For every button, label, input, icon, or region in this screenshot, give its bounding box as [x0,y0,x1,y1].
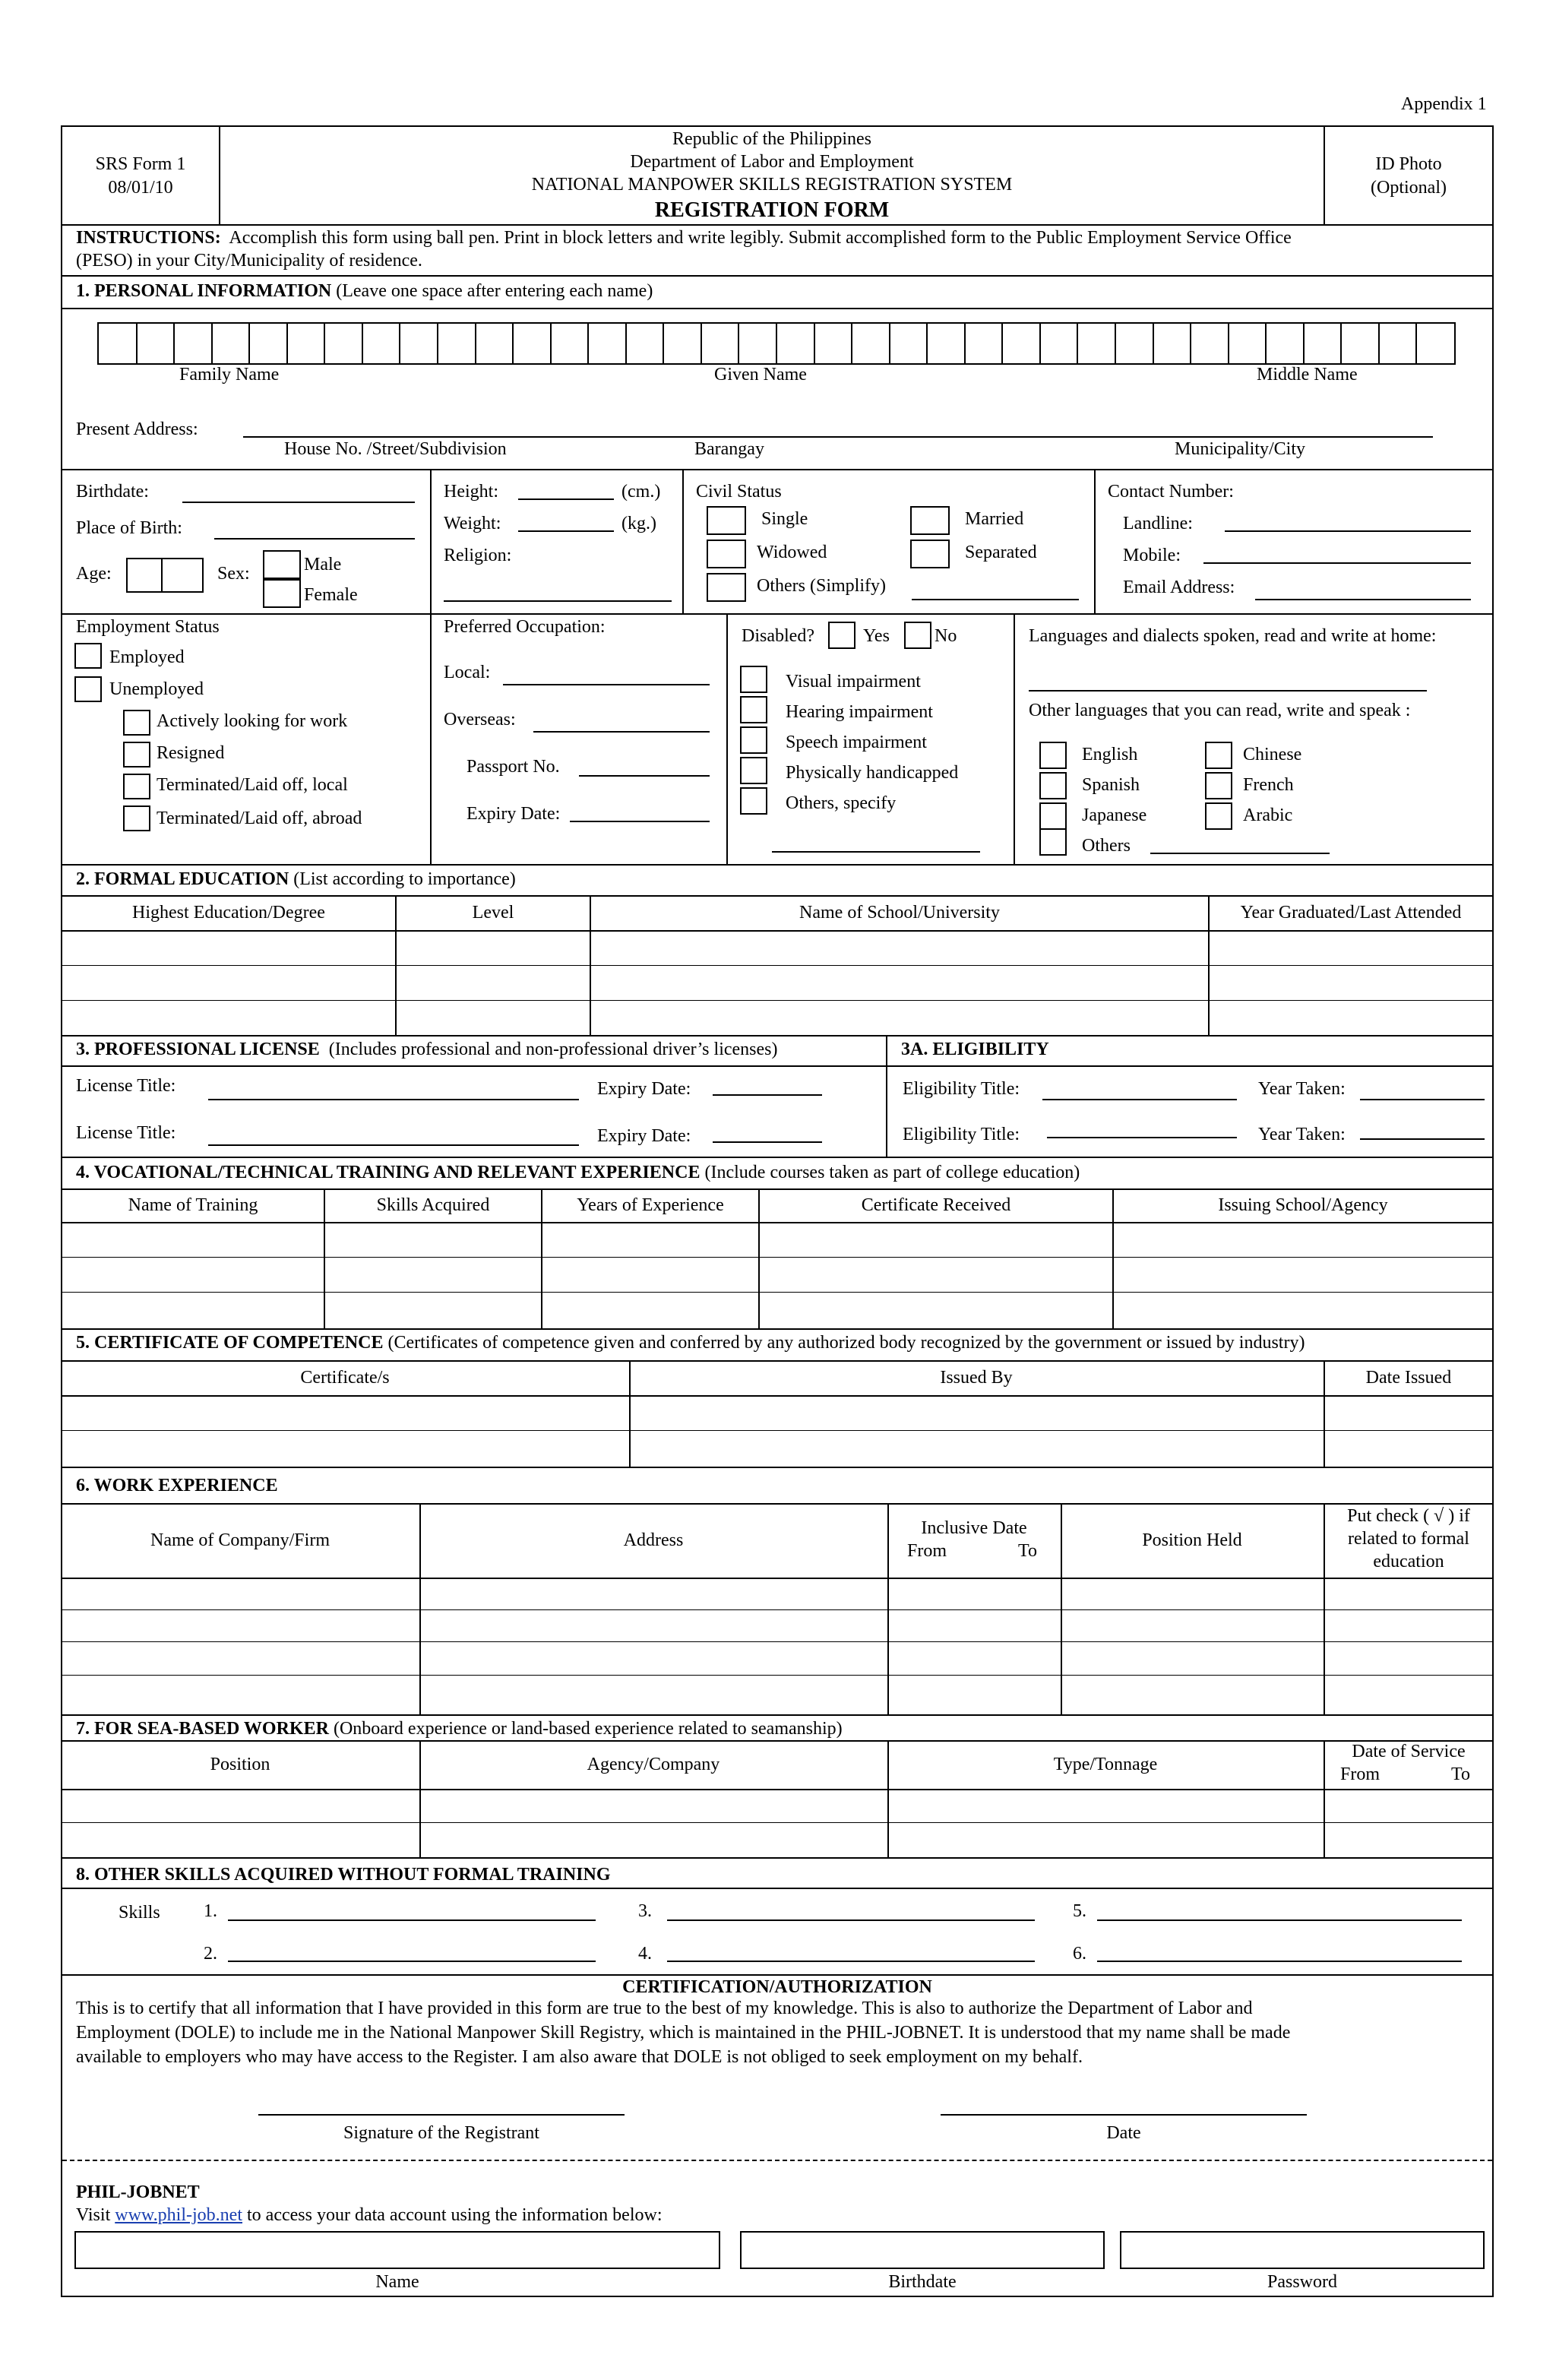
section1-header [76,281,653,301]
widowed-label: Widowed [757,543,827,562]
form-code: SRS Form 1 [95,154,186,174]
rule-personal [61,613,1494,615]
french-label: French [1243,775,1294,795]
col-check-2: related to formal [1348,1529,1469,1549]
div-pd1 [430,469,432,613]
skill-field-1[interactable] [228,1920,596,1921]
appendix-label: Appendix 1 [1401,94,1487,114]
jobnet-visit: Visit [76,2205,115,2225]
license-expiry-label-2: Expiry Date: [597,1126,691,1146]
div-s7-3 [1324,1740,1325,1857]
col-highest-education: Highest Education/Degree [132,903,325,923]
section4-title: 4. VOCATIONAL/TECHNICAL TRAINING AND RELEVANT EXPERIENCE [76,1163,701,1182]
section2-header [76,869,516,889]
others-disability-field[interactable] [772,851,980,853]
japanese-label: Japanese [1082,805,1147,825]
section1-title: 1. PERSONAL INFORMATION [76,281,332,301]
email-field[interactable] [1255,599,1471,600]
others-civil-field[interactable] [912,599,1079,600]
div-pd3 [1094,469,1096,613]
unemployed-label: Unemployed [109,679,204,699]
div-s4-1 [324,1188,325,1328]
english-checkbox[interactable] [1039,742,1067,769]
name-letter-boxes[interactable] [97,322,1456,365]
house-street-label: House No. /Street/Subdivision [284,439,507,459]
col-incl-to: To [1018,1541,1037,1561]
landline-field[interactable] [1225,530,1471,532]
photo-label: ID Photo [1375,154,1442,174]
overseas-label: Overseas: [444,710,516,730]
cut-line [62,2160,1492,2161]
section7-title: 7. FOR SEA-BASED WORKER [76,1719,329,1739]
age-label: Age: [76,564,112,584]
skill-field-6[interactable] [1097,1961,1462,1962]
col-date-service: Date of Service [1352,1742,1466,1761]
instructions-label: INSTRUCTIONS: [76,228,221,248]
year-taken-field-1[interactable] [1360,1099,1485,1100]
male-checkbox[interactable] [263,550,301,579]
skill-field-2[interactable] [228,1961,596,1962]
rule-s5-end [61,1467,1494,1468]
rule-s7-r1 [61,1822,1494,1823]
weight-field[interactable] [518,530,614,532]
jobnet-birthdate-box[interactable] [740,2231,1105,2269]
rule-s1 [61,308,1494,309]
languages-home-label: Languages and dialects spoken, read and write at home: [1029,626,1437,646]
spanish-label: Spanish [1082,775,1140,795]
visual-label: Visual impairment [786,672,921,692]
height-field[interactable] [518,498,614,500]
married-checkbox[interactable] [910,506,950,535]
date-field[interactable] [941,2114,1307,2116]
section3-note: (Includes professional and non-professional driver’s licenses) [328,1040,778,1059]
div-s7-2 [887,1740,889,1857]
family-name-label: Family Name [179,365,280,385]
div-s3 [886,1035,887,1157]
jobnet-name-box[interactable] [74,2231,720,2269]
div-s5-1 [629,1360,631,1467]
jobnet-password-label: Password [1267,2272,1337,2292]
kg-label: (kg.) [621,514,656,533]
header-line2: Department of Labor and Employment [630,152,914,172]
skill-num-2: 2. [204,1944,217,1964]
email-label: Email Address: [1123,578,1235,597]
certification-line1: This is to certify that all information that I have provided in this form are true to the best of my knowledge. This is also to authorize the Department of Labor and [76,1999,1253,2018]
others-disability-checkbox[interactable] [740,787,767,815]
terminated-local-label: Terminated/Laid off, local [157,775,348,795]
div-s6-2 [887,1503,889,1714]
separated-label: Separated [965,543,1037,562]
birthdate-label: Birthdate: [76,482,149,502]
french-checkbox[interactable] [1205,772,1232,799]
rule-s6-end [61,1714,1494,1716]
jobnet-name-label: Name [375,2272,419,2292]
other-languages-label: Other languages that you can read, write and speak : [1029,701,1411,720]
header-divider-right [1324,125,1325,224]
col-check-1: Put check ( √ ) if [1347,1506,1470,1526]
div-emp3 [1014,613,1015,864]
physical-checkbox[interactable] [740,757,767,784]
single-checkbox[interactable] [707,506,746,535]
rule-s3-end [61,1157,1494,1158]
skills-label: Skills [119,1903,160,1923]
rule-address [61,469,1494,470]
terminated-abroad-label: Terminated/Laid off, abroad [157,809,362,828]
div-s4-4 [1112,1188,1114,1328]
frame-bottom [61,2296,1494,2297]
instructions-text1: Accomplish this form using ball pen. Print in block letters and write legibly. Submit accomplished form to the Public Employment Service Office [229,228,1292,248]
rule-header [61,224,1494,226]
arabic-checkbox[interactable] [1205,802,1232,830]
section7-header [76,1719,843,1739]
section2-title: 2. FORMAL EDUCATION [76,869,289,889]
eligibility-title-label-2: Eligibility Title: [903,1125,1020,1144]
contact-number-label: Contact Number: [1108,482,1234,502]
certification-line2: Employment (DOLE) to include me in the National Manpower Skill Registry, which is maintained in the PHIL-JOBNET. It is understood that my name shall be made [76,2023,1291,2043]
rule-s8-end [61,1974,1494,1976]
license-expiry-field-2[interactable] [713,1141,822,1143]
jobnet-birthdate-label: Birthdate [888,2272,957,2292]
div-s2-3 [1208,895,1210,1035]
passport-expiry-field[interactable] [570,821,710,822]
col-service-from: From [1340,1764,1380,1784]
cm-label: (cm.) [621,482,661,502]
col-training: Name of Training [128,1195,258,1216]
section5-header [76,1333,1305,1353]
employed-checkbox[interactable] [74,643,102,669]
place-of-birth-label: Place of Birth: [76,518,182,538]
col-sea-position: Position [210,1755,270,1775]
skill-field-5[interactable] [1097,1920,1462,1921]
col-sea-agency: Agency/Company [587,1755,720,1775]
col-address: Address [623,1530,684,1551]
given-name-label: Given Name [714,365,807,385]
div-s7-1 [419,1740,421,1857]
rule-s7-end [61,1857,1494,1859]
middle-name-label: Middle Name [1257,365,1358,385]
female-label: Female [304,585,358,605]
header-line3: NATIONAL MANPOWER SKILLS REGISTRATION SYSTEM [531,175,1013,195]
jobnet-password-box[interactable] [1120,2231,1485,2269]
col-check-3: education [1373,1552,1444,1571]
rule-s4-r1 [61,1257,1494,1258]
instructions-line2: (PESO) in your City/Municipality of residence. [76,251,422,271]
skill-field-4[interactable] [667,1961,1035,1962]
license-expiry-label-1: Expiry Date: [597,1079,691,1099]
rule-s6-r2 [61,1641,1494,1642]
passport-label: Passport No. [466,757,560,777]
col-issuing-agency: Issuing School/Agency [1218,1195,1388,1216]
section4-header [76,1163,1080,1182]
div-emp1 [430,613,432,864]
div-s6-3 [1061,1503,1062,1714]
overseas-field[interactable] [533,731,710,733]
license-expiry-field-1[interactable] [713,1094,822,1096]
others-language-field[interactable] [1150,853,1330,854]
eligibility-title-field-2[interactable] [1047,1137,1237,1138]
section5-note: (Certificates of competence given and conferred by any authorized body recognized by the government or issued by industry) [387,1333,1305,1353]
disabled-label: Disabled? [742,626,814,646]
resigned-checkbox[interactable] [123,742,150,767]
barangay-label: Barangay [694,439,764,459]
languages-home-field[interactable] [1029,690,1427,692]
section4-note: (Include courses taken as part of college education) [704,1163,1080,1182]
section3-title: 3. PROFESSIONAL LICENSE [76,1040,320,1059]
hearing-checkbox[interactable] [740,696,767,723]
hearing-label: Hearing impairment [786,702,933,722]
terminated-local-checkbox[interactable] [123,774,150,799]
section7-note: (Onboard experience or land-based experience related to seamanship) [333,1719,843,1739]
rule-s2-r2 [61,1000,1494,1001]
col-date-issued: Date Issued [1365,1368,1452,1388]
english-label: English [1082,745,1138,764]
local-field[interactable] [503,684,710,685]
others-language-checkbox[interactable] [1039,828,1067,856]
others-specify-label: Others, specify [786,793,897,813]
jobnet-rest: to access your data account using the information below: [242,2205,663,2225]
preferred-occupation-label: Preferred Occupation: [444,617,606,637]
visual-checkbox[interactable] [740,666,767,693]
section3-header [76,1040,777,1059]
section2-note: (List according to importance) [293,869,516,889]
age-box-2[interactable] [161,558,204,593]
col-incl-from: From [907,1541,947,1561]
signature-field[interactable] [258,2114,625,2116]
actively-looking-checkbox[interactable] [123,710,150,736]
weight-label: Weight: [444,514,501,533]
speech-checkbox[interactable] [740,726,767,754]
actively-looking-label: Actively looking for work [157,711,348,731]
disabled-yes-checkbox[interactable] [828,622,855,649]
license-title-field-1[interactable] [208,1099,579,1100]
widowed-checkbox[interactable] [707,540,746,568]
letter-box-grid [99,324,1454,363]
rule-s6-r3 [61,1675,1494,1676]
skill-num-1: 1. [204,1901,217,1921]
col-years-experience: Years of Experience [577,1195,724,1216]
male-label: Male [304,555,342,574]
license-title-field-2[interactable] [208,1144,579,1146]
birthdate-field[interactable] [182,502,415,503]
municipality-label: Municipality/City [1175,439,1305,459]
rule-s3 [61,1065,1494,1067]
skill-num-5: 5. [1073,1901,1086,1921]
jobnet-title: PHIL-JOBNET [76,2182,200,2202]
license-title-label-1: License Title: [76,1076,176,1096]
sex-label: Sex: [217,564,250,584]
rule-s2-end [61,1035,1494,1037]
terminated-abroad-checkbox[interactable] [123,805,150,831]
present-address-field[interactable] [243,436,1433,438]
place-of-birth-field[interactable] [214,538,415,540]
rule-s7-head [61,1789,1494,1790]
mobile-label: Mobile: [1123,546,1181,565]
year-taken-field-2[interactable] [1360,1138,1485,1140]
col-skills: Skills Acquired [376,1195,490,1216]
rule-instructions [61,275,1494,277]
skill-field-3[interactable] [667,1920,1035,1921]
rule-s6-r1 [61,1609,1494,1610]
skill-num-3: 3. [638,1901,652,1921]
col-school: Name of School/University [799,903,1000,923]
col-sea-type: Type/Tonnage [1053,1755,1158,1775]
photo-optional: (Optional) [1371,178,1447,198]
col-certificates: Certificate/s [300,1368,390,1388]
married-label: Married [965,509,1024,529]
col-service-to: To [1451,1764,1470,1784]
rule-s1-end [61,864,1494,866]
year-taken-label-2: Year Taken: [1258,1125,1346,1144]
rule-s8 [61,1888,1494,1889]
col-issued-by: Issued By [940,1368,1013,1388]
form-date: 08/01/10 [108,178,173,198]
physical-label: Physically handicapped [786,763,959,783]
div-pd2 [682,469,684,613]
div-s6-4 [1324,1503,1325,1714]
section6-title: 6. WORK EXPERIENCE [76,1476,278,1495]
landline-label: Landline: [1123,514,1193,533]
rule-s2-head [61,930,1494,932]
eligibility-title-label-1: Eligibility Title: [903,1079,1020,1099]
col-inclusive-date: Inclusive Date [921,1518,1027,1538]
present-address-label: Present Address: [76,419,198,439]
single-label: Single [761,509,808,529]
height-label: Height: [444,482,498,502]
col-level: Level [472,903,514,923]
section8-title: 8. OTHER SKILLS ACQUIRED WITHOUT FORMAL TRAINING [76,1865,611,1885]
passport-field[interactable] [579,775,710,777]
frame-right [1492,125,1494,2297]
rule-s5-r1 [61,1430,1494,1431]
instructions-line1 [76,228,1292,248]
arabic-label: Arabic [1243,805,1293,825]
chinese-label: Chinese [1243,745,1302,764]
jobnet-visit-line [76,2205,663,2225]
div-s5-2 [1324,1360,1325,1467]
separated-checkbox[interactable] [910,540,950,568]
certification-line3: available to employers who may have access to the Register. I am also aware that DOLE is not obliged to seek employment on my behalf. [76,2047,1083,2067]
eligibility-title-field-1[interactable] [1042,1099,1237,1100]
religion-field[interactable] [444,600,672,602]
chinese-checkbox[interactable] [1205,742,1232,769]
others-civil-checkbox[interactable] [707,573,746,602]
div-s2-1 [395,895,397,1035]
disabled-no-checkbox[interactable] [904,622,931,649]
rule-s4-r2 [61,1292,1494,1293]
rule-s5-head [61,1395,1494,1397]
col-year-graduated: Year Graduated/Last Attended [1240,903,1462,923]
employed-label: Employed [109,647,185,667]
local-label: Local: [444,663,491,682]
japanese-checkbox[interactable] [1039,802,1067,830]
div-s4-3 [758,1188,760,1328]
skill-num-6: 6. [1073,1944,1086,1964]
section3a-title: 3A. ELIGIBILITY [901,1040,1049,1059]
spanish-checkbox[interactable] [1039,772,1067,799]
others-simplify-label: Others (Simplify) [757,576,886,596]
header-line1: Republic of the Philippines [672,129,871,149]
female-checkbox[interactable] [263,579,301,608]
frame-top [61,125,1494,127]
year-taken-label-1: Year Taken: [1258,1079,1346,1099]
age-box-1[interactable] [126,558,163,593]
rule-s2-r1 [61,965,1494,966]
div-s2-2 [590,895,591,1035]
div-emp2 [726,613,728,864]
div-s4-2 [541,1188,542,1328]
section5-title: 5. CERTIFICATE OF COMPETENCE [76,1333,384,1353]
unemployed-checkbox[interactable] [74,676,102,702]
col-certificate-received: Certificate Received [861,1195,1011,1216]
expiry-date-label: Expiry Date: [466,804,561,824]
date-label: Date [1106,2123,1141,2143]
speech-label: Speech impairment [786,733,927,752]
license-title-label-2: License Title: [76,1123,176,1143]
mobile-field[interactable] [1203,562,1471,564]
religion-label: Religion: [444,546,512,565]
section1-note: (Leave one space after entering each name) [336,281,653,301]
signature-label: Signature of the Registrant [343,2123,539,2143]
rule-s6-head [61,1578,1494,1579]
jobnet-link[interactable]: www.phil-job.net [115,2205,242,2225]
certification-title: CERTIFICATION/AUTHORIZATION [622,1977,932,1997]
disabled-no-label: No [935,626,957,646]
employment-status-label: Employment Status [76,617,220,637]
resigned-label: Resigned [157,743,225,763]
rule-s4-end [61,1328,1494,1330]
col-company: Name of Company/Firm [150,1530,330,1551]
rule-s4-head [61,1222,1494,1223]
form-title: REGISTRATION FORM [654,198,890,222]
civil-status-label: Civil Status [696,482,782,502]
others-language-label: Others [1082,836,1131,856]
col-position-held: Position Held [1142,1530,1242,1551]
disabled-yes-label: Yes [863,626,890,646]
div-s6-1 [419,1503,421,1714]
skill-num-4: 4. [638,1944,652,1964]
